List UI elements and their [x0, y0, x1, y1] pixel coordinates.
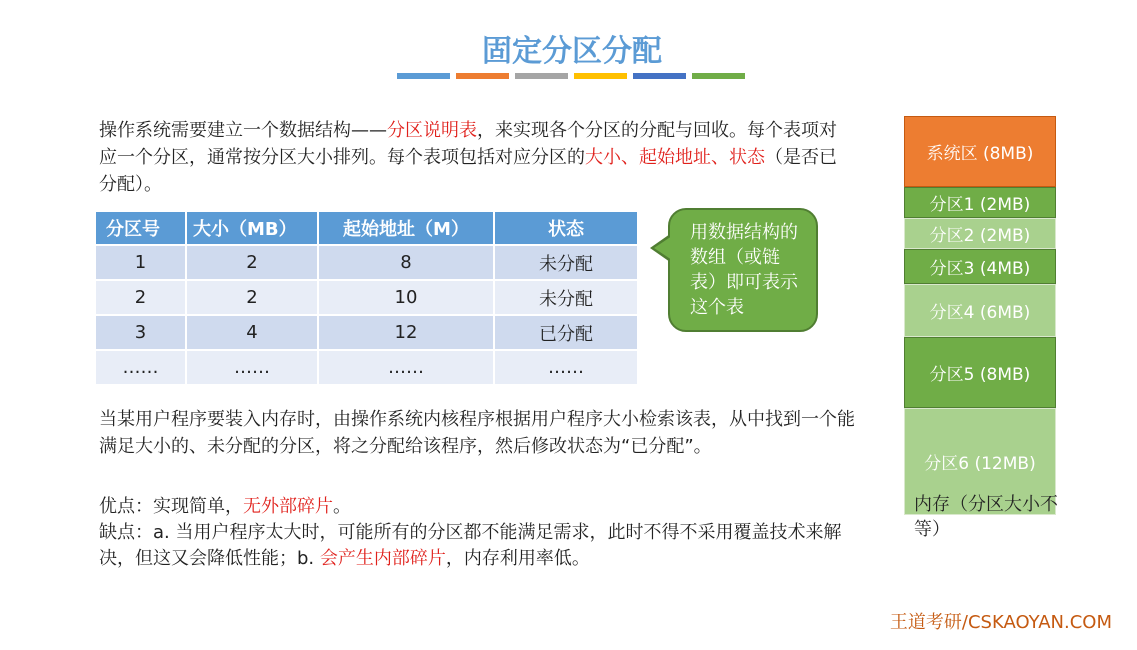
table-cell: 12	[318, 315, 494, 350]
table-row	[96, 280, 638, 315]
intro-paragraph	[99, 117, 839, 198]
table-cell: ……	[186, 350, 318, 384]
table-row	[96, 245, 638, 280]
table-cell: 1	[96, 245, 186, 280]
memory-block-partition-3: 分区3 (4MB)	[904, 249, 1056, 284]
callout-text: 用数据结构的数组（或链表）即可表示这个表	[690, 222, 798, 318]
pros-text: 优点：实现简单，	[99, 496, 243, 517]
memory-block-partition-5: 分区5 (8MB)	[904, 337, 1056, 408]
table-cell: 2	[186, 280, 318, 315]
memory-diagram	[904, 116, 1056, 515]
callout-bubble	[668, 208, 818, 332]
intro-highlight-fields: 大小、起始地址、状态	[585, 147, 765, 168]
intro-highlight-partition-table: 分区说明表	[387, 120, 477, 141]
table-cell: 8	[318, 245, 494, 280]
table-header-row	[96, 212, 638, 245]
table-row	[96, 350, 638, 384]
header-partition-id: 分区号	[96, 212, 186, 245]
header-size: 大小（MB）	[186, 212, 318, 245]
header-start-address: 起始地址（M）	[318, 212, 494, 245]
title-color-bar	[574, 73, 627, 79]
table-row	[96, 315, 638, 350]
memory-block-partition-2: 分区2 (2MB)	[904, 218, 1056, 249]
slide-title: 固定分区分配	[482, 34, 662, 69]
cons-line	[99, 520, 859, 572]
pros-cons-paragraph	[99, 494, 859, 572]
intro-text-3: （是否已分配）。	[99, 147, 837, 195]
cons-text: 缺点：a. 当用户程序太大时，可能所有的分区都不能满足需求，此时不得不采用覆盖技术来解决，但这又会降低性能；b.	[99, 522, 842, 569]
table-cell: 3	[96, 315, 186, 350]
table-cell: 2	[96, 280, 186, 315]
title-color-bar	[633, 73, 686, 79]
allocation-paragraph: 当某用户程序要装入内存时，由操作系统内核程序根据用户程序大小检索该表，从中找到一个能满足大小的、未分配的分区，将之分配给该程序，然后修改状态为“已分配”。	[99, 409, 855, 457]
memory-block-partition-4: 分区4 (6MB)	[904, 284, 1056, 337]
memory-caption: 内存（分区大小不等）	[914, 494, 1058, 540]
pros-highlight: 无外部碎片	[243, 496, 333, 517]
cons-suffix: ，内存利用率低。	[445, 548, 590, 569]
pros-suffix: 。	[333, 496, 351, 517]
table-cell: 4	[186, 315, 318, 350]
memory-block-partition-1: 分区1 (2MB)	[904, 187, 1056, 218]
table-cell: ……	[96, 350, 186, 384]
table-cell: 未分配	[494, 280, 638, 315]
header-status: 状态	[494, 212, 638, 245]
table-cell: 10	[318, 280, 494, 315]
cons-highlight: 会产生内部碎片	[319, 548, 446, 569]
footer-brand: 王道考研/CSKAOYAN.COM	[889, 612, 1112, 633]
table-cell: 已分配	[494, 315, 638, 350]
pros-line	[99, 494, 859, 520]
title-color-bars	[397, 73, 745, 79]
title-color-bar	[456, 73, 509, 79]
callout-tail-fill	[654, 236, 672, 260]
table-cell: 未分配	[494, 245, 638, 280]
intro-text-2: ，来实现各个分区的分配与回收。每个表项对应一个分区，通常按分区大小排列。每个表项包括对应分区的	[99, 120, 837, 168]
table-cell: 2	[186, 245, 318, 280]
memory-block-partition-6: 分区6 (12MB)	[904, 408, 1056, 514]
partition-table	[96, 212, 639, 384]
title-color-bar	[515, 73, 568, 79]
intro-text-1: 操作系统需要建立一个数据结构——	[99, 120, 387, 141]
table-cell: ……	[318, 350, 494, 384]
memory-block-system: 系统区 (8MB)	[904, 116, 1056, 187]
title-color-bar	[397, 73, 450, 79]
table-cell: ……	[494, 350, 638, 384]
title-color-bar	[692, 73, 745, 79]
